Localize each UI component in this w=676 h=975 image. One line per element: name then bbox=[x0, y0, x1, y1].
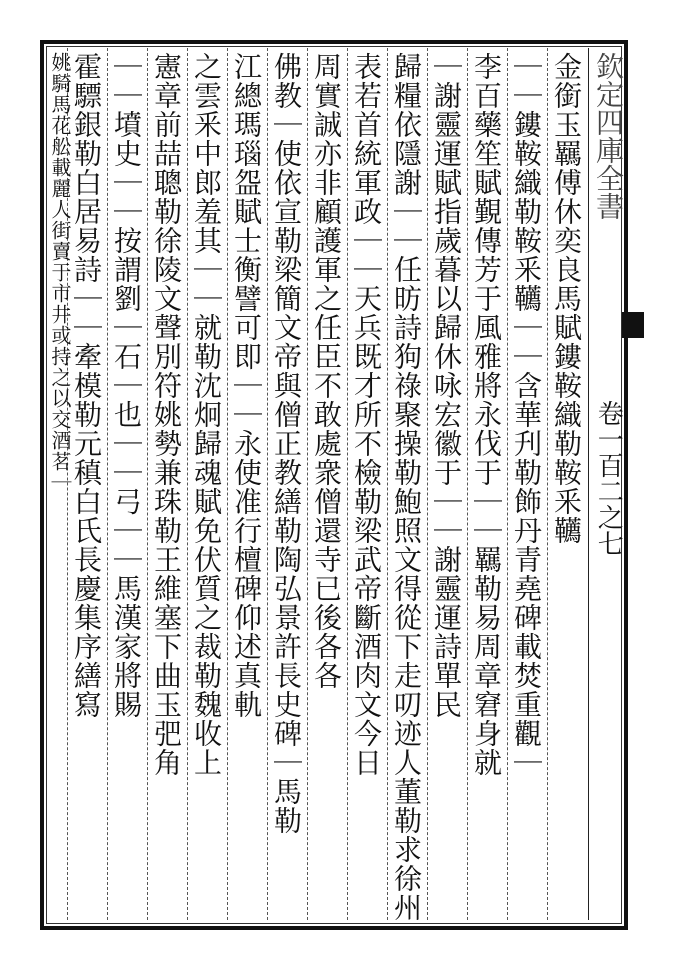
text-column-11: 憲章前喆聰勒徐陵文聲別符姚勢兼珠勒王維塞下曲玉弝角 bbox=[150, 52, 183, 777]
text-column-3: 李百藥笙賦覲傳芳于風雅將永伐于｜｜羈勒易周章窘身就 bbox=[470, 52, 503, 777]
column-separator bbox=[187, 48, 188, 920]
text-column-10: 之雲釆中郎羞其｜｜就勒沈炯歸魂賦免伏質之裁勒魏收上 bbox=[190, 52, 223, 777]
text-column-2: ｜｜鏤鞍織勒鞍釆韉｜｜含華刋勒飾丹青堯碑載焚重觀｜ bbox=[510, 52, 543, 777]
text-column-1: 金銜玉羈傅休奕良馬賦鏤鞍織勒鞍釆韉 bbox=[550, 52, 583, 545]
text-column-5: 歸糧依隱謝｜｜任昉詩狗祿聚操勒鮑照文得從下走叨迹人董勒求徐州 bbox=[390, 52, 423, 922]
column-separator bbox=[347, 48, 348, 920]
column-separator bbox=[507, 48, 508, 920]
column-separator bbox=[107, 48, 108, 920]
text-column-6: 表若首統軍政｜｜天兵既才所不檢勒梁武帝斷酒肉文今日 bbox=[350, 52, 383, 777]
text-column-12: ｜｜墳史｜｜按謂劉｜石｜也｜｜弓｜｜馬漢家將賜 bbox=[110, 52, 143, 719]
text-column-8: 佛教｜使依宣勒梁簡文帝與僧正教繕勒陶弘景許長史碑｜馬勒 bbox=[270, 52, 303, 835]
text-column-13: 霍驃銀勒白居易詩｜｜牽模勒元稹白氏長慶集序繕寫 bbox=[70, 52, 103, 719]
column-separator bbox=[307, 48, 308, 920]
column-separator bbox=[387, 48, 388, 920]
column-separator bbox=[227, 48, 228, 920]
column-separator bbox=[467, 48, 468, 920]
text-column-9: 江總瑪瑙盌賦士衡譬可即｜｜永使准行檀碑仰述真軌 bbox=[230, 52, 263, 719]
column-separator bbox=[547, 48, 548, 920]
margin-volume-label: 卷一百二之七 bbox=[593, 400, 624, 556]
margin-title: 欽定四庫全書 bbox=[592, 52, 625, 220]
text-column-4: ｜謝靈運賦指歲暮以歸休咏宏徽于｜｜謝靈運詩單民 bbox=[430, 52, 463, 719]
text-column-7: 周實誠亦非顧護軍之任臣不敢處衆僧還寺已後各各 bbox=[310, 52, 343, 690]
fishtail-mark bbox=[622, 312, 644, 338]
column-separator bbox=[267, 48, 268, 920]
text-column-14: 姚騎馬花舩載麗人街賣于市井或持之以交酒茗｜ bbox=[48, 52, 72, 493]
column-separator bbox=[427, 48, 428, 920]
column-separator bbox=[147, 48, 148, 920]
